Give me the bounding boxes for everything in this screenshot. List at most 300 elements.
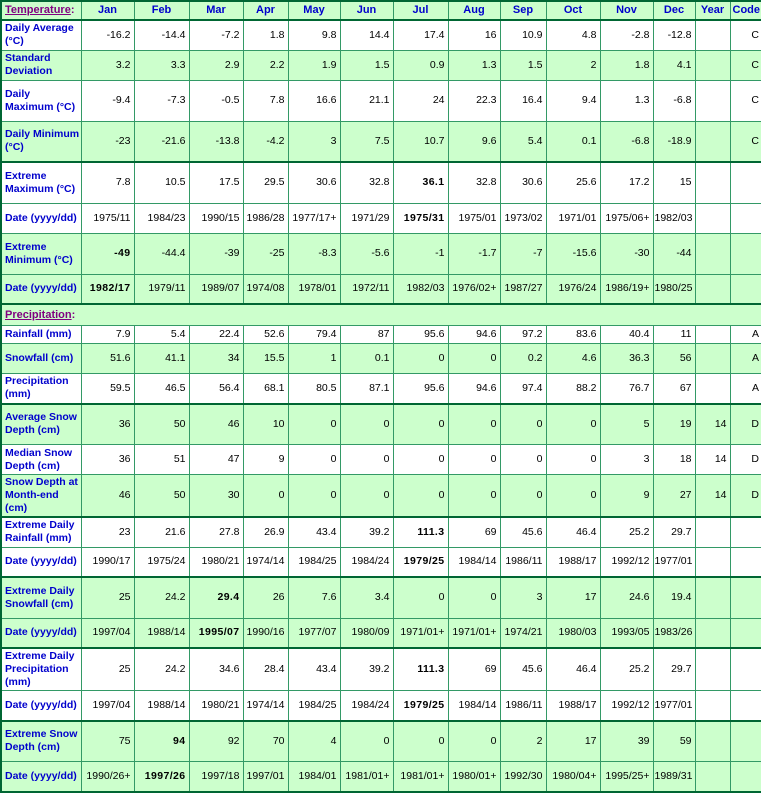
cell: 1990/16	[243, 618, 288, 648]
cell: -6.8	[600, 121, 653, 162]
cell: 69	[448, 517, 500, 547]
cell: -13.8	[189, 121, 243, 162]
cell-code	[730, 721, 761, 762]
cell: -39	[189, 233, 243, 274]
cell: 94.6	[448, 374, 500, 404]
cell-code	[730, 233, 761, 274]
cell: 1992/12	[600, 691, 653, 721]
cell: 1971/01	[546, 203, 600, 233]
cell: 17.5	[189, 162, 243, 203]
cell: 0	[288, 404, 340, 445]
cell: 4.1	[653, 50, 695, 80]
cell: -25	[243, 233, 288, 274]
cell: 27	[653, 475, 695, 518]
cell: 9.6	[448, 121, 500, 162]
cell: 25.2	[600, 648, 653, 691]
cell: 36	[81, 445, 134, 475]
cell: 7.6	[288, 577, 340, 618]
cell-code: C	[730, 80, 761, 121]
cell: 18	[653, 445, 695, 475]
cell: 39.2	[340, 517, 393, 547]
cell: 1974/21	[500, 618, 546, 648]
cell: 5.4	[500, 121, 546, 162]
cell: 1987/27	[500, 274, 546, 304]
cell: 92	[189, 721, 243, 762]
cell: 1971/01+	[448, 618, 500, 648]
cell: 83.6	[546, 326, 600, 344]
cell: 51.6	[81, 344, 134, 374]
cell: 47	[189, 445, 243, 475]
cell: 3	[288, 121, 340, 162]
cell-year	[695, 274, 730, 304]
cell: 97.2	[500, 326, 546, 344]
cell: 7.5	[340, 121, 393, 162]
cell-year	[695, 80, 730, 121]
cell: -6.8	[653, 80, 695, 121]
cell: 1980/21	[189, 691, 243, 721]
row-label: Extreme Minimum (°C)	[1, 233, 81, 274]
row-label: Daily Maximum (°C)	[1, 80, 81, 121]
table-row-date-extreme-daily-precipitation	[1, 691, 761, 721]
cell: 1997/26	[134, 762, 189, 792]
row-label: Date (yyyy/dd)	[1, 547, 81, 577]
table-row-extreme-daily-precipitation	[1, 648, 761, 691]
row-label: Date (yyyy/dd)	[1, 274, 81, 304]
cell-year	[695, 691, 730, 721]
cell: 3.2	[81, 50, 134, 80]
cell: 88.2	[546, 374, 600, 404]
cell: -1.7	[448, 233, 500, 274]
cell: 36.1	[393, 162, 448, 203]
row-label: Extreme Daily Snowfall (cm)	[1, 577, 81, 618]
cell-code: A	[730, 326, 761, 344]
cell: 111.3	[393, 648, 448, 691]
temperature-section-colon: :	[70, 4, 75, 16]
cell-code: C	[730, 20, 761, 50]
cell: -12.8	[653, 20, 695, 50]
cell: 4	[288, 721, 340, 762]
cell-code	[730, 203, 761, 233]
cell-code: C	[730, 50, 761, 80]
cell: 1977/17+	[288, 203, 340, 233]
cell: -7	[500, 233, 546, 274]
cell: 30.6	[288, 162, 340, 203]
row-label: Daily Minimum (°C)	[1, 121, 81, 162]
cell: 36	[81, 404, 134, 445]
cell: 5.4	[134, 326, 189, 344]
cell: 1.5	[500, 50, 546, 80]
cell: 45.6	[500, 517, 546, 547]
cell-year	[695, 618, 730, 648]
cell: 3	[500, 577, 546, 618]
cell: 0	[448, 577, 500, 618]
cell-year	[695, 577, 730, 618]
cell: 0	[500, 445, 546, 475]
cell: 16.4	[500, 80, 546, 121]
cell: -8.3	[288, 233, 340, 274]
cell: 29.4	[189, 577, 243, 618]
cell: 51	[134, 445, 189, 475]
cell: 0	[393, 721, 448, 762]
row-label: Snow Depth at Month-end (cm)	[1, 475, 81, 518]
cell: 1986/11	[500, 547, 546, 577]
cell-year	[695, 517, 730, 547]
table-row-extreme-daily-snowfall	[1, 577, 761, 618]
cell: 59	[653, 721, 695, 762]
table-row-standard-deviation	[1, 50, 761, 80]
row-label: Median Snow Depth (cm)	[1, 445, 81, 475]
cell: 1975/06+	[600, 203, 653, 233]
table-row-rainfall	[1, 326, 761, 344]
row-label: Extreme Maximum (°C)	[1, 162, 81, 203]
cell: 0	[393, 445, 448, 475]
cell: 41.1	[134, 344, 189, 374]
cell-year	[695, 50, 730, 80]
cell: 79.4	[288, 326, 340, 344]
row-label: Date (yyyy/dd)	[1, 618, 81, 648]
precipitation-section-link[interactable]: Precipitation	[5, 308, 72, 321]
cell: 9.4	[546, 80, 600, 121]
cell: 39.2	[340, 648, 393, 691]
cell: 25.2	[600, 517, 653, 547]
cell: -7.2	[189, 20, 243, 50]
table-header-row	[1, 1, 761, 20]
cell: 1975/01	[448, 203, 500, 233]
cell: 1982/17	[81, 274, 134, 304]
cell: 0	[500, 404, 546, 445]
cell: 46.4	[546, 517, 600, 547]
cell: 1976/02+	[448, 274, 500, 304]
cell: 0	[288, 475, 340, 518]
column-header-may: May	[288, 1, 340, 20]
column-header-sep: Sep	[500, 1, 546, 20]
cell: -23	[81, 121, 134, 162]
cell: 4.8	[546, 20, 600, 50]
cell: -1	[393, 233, 448, 274]
cell: 1992/12	[600, 547, 653, 577]
table-row-average-snow-depth	[1, 404, 761, 445]
cell: 1997/04	[81, 691, 134, 721]
cell: 4.6	[546, 344, 600, 374]
cell: 1984/24	[340, 691, 393, 721]
cell: 17	[546, 721, 600, 762]
cell: 32.8	[448, 162, 500, 203]
cell: 34	[189, 344, 243, 374]
cell: -14.4	[134, 20, 189, 50]
cell: 40.4	[600, 326, 653, 344]
cell-code	[730, 162, 761, 203]
cell: 3.3	[134, 50, 189, 80]
cell: 1989/31	[653, 762, 695, 792]
cell: 94.6	[448, 326, 500, 344]
cell: 1977/01	[653, 691, 695, 721]
cell: 1980/25	[653, 274, 695, 304]
cell: 0	[448, 445, 500, 475]
cell: 1984/25	[288, 691, 340, 721]
cell-code	[730, 517, 761, 547]
cell: 1988/14	[134, 691, 189, 721]
cell: 1.3	[600, 80, 653, 121]
cell: 25	[81, 577, 134, 618]
cell: 1988/17	[546, 547, 600, 577]
table-row-date-extreme-minimum	[1, 274, 761, 304]
cell: 22.4	[189, 326, 243, 344]
cell-code	[730, 274, 761, 304]
cell: 68.1	[243, 374, 288, 404]
cell: 1984/14	[448, 547, 500, 577]
cell: 7.8	[243, 80, 288, 121]
cell: 1979/25	[393, 691, 448, 721]
cell: 1980/21	[189, 547, 243, 577]
cell: 25	[81, 648, 134, 691]
column-header-oct: Oct	[546, 1, 600, 20]
cell: 1.8	[243, 20, 288, 50]
cell: 56	[653, 344, 695, 374]
cell-year: 14	[695, 445, 730, 475]
cell: 2	[500, 721, 546, 762]
column-header-jun: Jun	[340, 1, 393, 20]
cell: 2	[546, 50, 600, 80]
column-header-nov: Nov	[600, 1, 653, 20]
cell: -49	[81, 233, 134, 274]
cell: 27.8	[189, 517, 243, 547]
cell: 1982/03	[393, 274, 448, 304]
cell: 0.2	[500, 344, 546, 374]
cell: 43.4	[288, 517, 340, 547]
cell: 3	[600, 445, 653, 475]
cell: -21.6	[134, 121, 189, 162]
cell: 0.9	[393, 50, 448, 80]
cell: 16	[448, 20, 500, 50]
cell: 1.5	[340, 50, 393, 80]
table-row-extreme-daily-rainfall	[1, 517, 761, 547]
cell: 0	[448, 344, 500, 374]
table-row-extreme-snow-depth	[1, 721, 761, 762]
cell: 36.3	[600, 344, 653, 374]
cell: 1990/26+	[81, 762, 134, 792]
cell: 1	[288, 344, 340, 374]
cell: 69	[448, 648, 500, 691]
cell: 76.7	[600, 374, 653, 404]
cell: 10.5	[134, 162, 189, 203]
cell: 24	[393, 80, 448, 121]
row-label: Precipitation (mm)	[1, 374, 81, 404]
cell: -15.6	[546, 233, 600, 274]
cell-code	[730, 547, 761, 577]
cell: 1971/01+	[393, 618, 448, 648]
cell-year	[695, 547, 730, 577]
cell: 0	[393, 577, 448, 618]
cell: 2.9	[189, 50, 243, 80]
cell: 17.4	[393, 20, 448, 50]
cell: -44.4	[134, 233, 189, 274]
cell: 25.6	[546, 162, 600, 203]
cell: 0	[448, 475, 500, 518]
cell: -4.2	[243, 121, 288, 162]
cell: 24.2	[134, 648, 189, 691]
cell: 30.6	[500, 162, 546, 203]
precipitation-section-header	[1, 304, 761, 326]
cell: 1976/24	[546, 274, 600, 304]
cell: 1974/14	[243, 547, 288, 577]
cell: 0	[393, 475, 448, 518]
cell: 0	[340, 445, 393, 475]
cell: 1990/15	[189, 203, 243, 233]
cell: 56.4	[189, 374, 243, 404]
cell: 32.8	[340, 162, 393, 203]
cell: 10.7	[393, 121, 448, 162]
table-row-date-extreme-daily-snowfall	[1, 618, 761, 648]
cell-year	[695, 20, 730, 50]
cell: 1978/01	[288, 274, 340, 304]
temperature-section-link[interactable]: Temperature	[5, 4, 71, 16]
cell: 1997/01	[243, 762, 288, 792]
cell: 5	[600, 404, 653, 445]
cell: -44	[653, 233, 695, 274]
cell: 1971/29	[340, 203, 393, 233]
cell-code	[730, 762, 761, 792]
column-header-feb: Feb	[134, 1, 189, 20]
cell: 1980/04+	[546, 762, 600, 792]
cell: 1984/01	[288, 762, 340, 792]
cell: 2.2	[243, 50, 288, 80]
cell: 1984/14	[448, 691, 500, 721]
cell: 1986/11	[500, 691, 546, 721]
cell: 59.5	[81, 374, 134, 404]
cell: 21.1	[340, 80, 393, 121]
column-header-mar: Mar	[189, 1, 243, 20]
cell: 0	[340, 475, 393, 518]
cell: -2.8	[600, 20, 653, 50]
cell: 15.5	[243, 344, 288, 374]
cell: 7.9	[81, 326, 134, 344]
precipitation-section-colon: :	[71, 308, 76, 321]
cell: 1.8	[600, 50, 653, 80]
cell: 97.4	[500, 374, 546, 404]
cell: -18.9	[653, 121, 695, 162]
cell: 39	[600, 721, 653, 762]
column-header-year: Year	[695, 1, 730, 20]
cell: 22.3	[448, 80, 500, 121]
cell: 9	[600, 475, 653, 518]
row-label: Extreme Daily Rainfall (mm)	[1, 517, 81, 547]
cell: 21.6	[134, 517, 189, 547]
table-row-median-snow-depth	[1, 445, 761, 475]
cell: 43.4	[288, 648, 340, 691]
cell: 23	[81, 517, 134, 547]
cell: 1995/07	[189, 618, 243, 648]
cell: 111.3	[393, 517, 448, 547]
cell: 0	[500, 475, 546, 518]
cell: 1980/03	[546, 618, 600, 648]
cell: 0	[546, 445, 600, 475]
cell: 1988/14	[134, 618, 189, 648]
cell: 87	[340, 326, 393, 344]
cell: 52.6	[243, 326, 288, 344]
cell: 0	[546, 404, 600, 445]
cell: 1986/28	[243, 203, 288, 233]
cell: 0	[340, 721, 393, 762]
cell: 3.4	[340, 577, 393, 618]
cell: 1975/24	[134, 547, 189, 577]
cell: 29.7	[653, 517, 695, 547]
row-label: Daily Average (°C)	[1, 20, 81, 50]
table-row-snowfall	[1, 344, 761, 374]
table-row-daily-minimum	[1, 121, 761, 162]
cell: 46.5	[134, 374, 189, 404]
cell-year: 14	[695, 475, 730, 518]
cell: 0	[288, 445, 340, 475]
cell: 0.1	[340, 344, 393, 374]
cell: 45.6	[500, 648, 546, 691]
row-label: Date (yyyy/dd)	[1, 691, 81, 721]
cell: 7.8	[81, 162, 134, 203]
table-row-precipitation-section	[1, 304, 761, 326]
cell: 29.7	[653, 648, 695, 691]
row-label: Extreme Daily Precipitation (mm)	[1, 648, 81, 691]
cell: 24.2	[134, 577, 189, 618]
cell: 1992/30	[500, 762, 546, 792]
cell: 1984/23	[134, 203, 189, 233]
cell-year	[695, 203, 730, 233]
cell: 16.6	[288, 80, 340, 121]
cell: 67	[653, 374, 695, 404]
cell: -7.3	[134, 80, 189, 121]
cell: 19	[653, 404, 695, 445]
cell-code: D	[730, 445, 761, 475]
cell: 1984/25	[288, 547, 340, 577]
column-header-dec: Dec	[653, 1, 695, 20]
cell-year: 14	[695, 404, 730, 445]
cell: 1989/07	[189, 274, 243, 304]
column-header-code: Code	[730, 1, 761, 20]
cell: 1988/17	[546, 691, 600, 721]
cell: 1979/11	[134, 274, 189, 304]
cell: 70	[243, 721, 288, 762]
cell-year	[695, 648, 730, 691]
cell-code: D	[730, 475, 761, 518]
cell: 17	[546, 577, 600, 618]
cell: 1995/25+	[600, 762, 653, 792]
cell: 17.2	[600, 162, 653, 203]
row-label: Date (yyyy/dd)	[1, 762, 81, 792]
cell: 1997/04	[81, 618, 134, 648]
column-header-apr: Apr	[243, 1, 288, 20]
cell-year	[695, 762, 730, 792]
cell: 26	[243, 577, 288, 618]
table-row-daily-maximum	[1, 80, 761, 121]
cell-code	[730, 648, 761, 691]
cell: 15	[653, 162, 695, 203]
table-row-daily-average	[1, 20, 761, 50]
cell: 95.6	[393, 326, 448, 344]
cell: 1975/31	[393, 203, 448, 233]
cell: 1980/01+	[448, 762, 500, 792]
row-label: Snowfall (cm)	[1, 344, 81, 374]
cell: 1982/03	[653, 203, 695, 233]
row-label: Standard Deviation	[1, 50, 81, 80]
cell: 1986/19+	[600, 274, 653, 304]
row-label: Rainfall (mm)	[1, 326, 81, 344]
table-row-extreme-minimum	[1, 233, 761, 274]
cell-year	[695, 233, 730, 274]
cell-code	[730, 691, 761, 721]
cell: 1.3	[448, 50, 500, 80]
cell-code: D	[730, 404, 761, 445]
cell: 1993/05	[600, 618, 653, 648]
cell: -0.5	[189, 80, 243, 121]
cell: 50	[134, 475, 189, 518]
